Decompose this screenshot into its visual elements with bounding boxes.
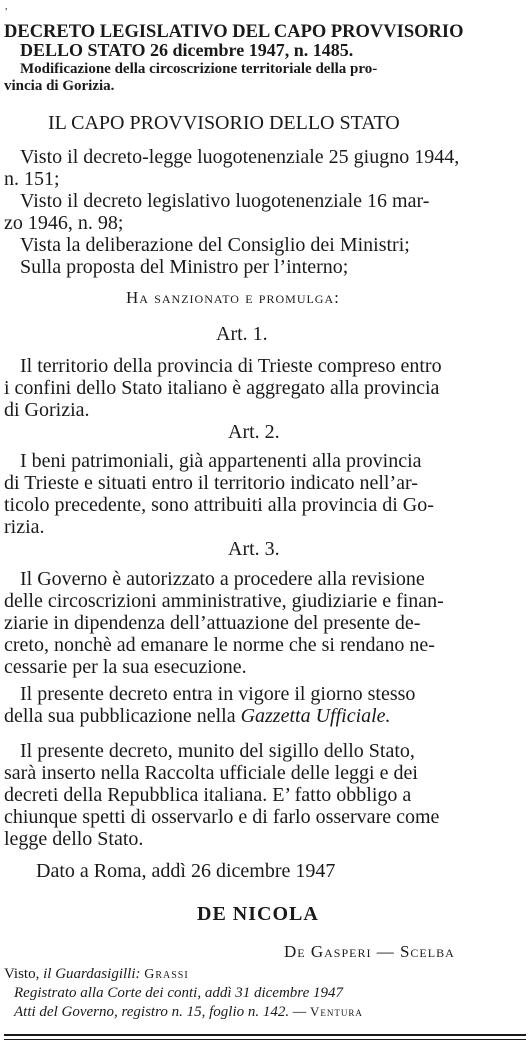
- decree-title-line-1: DECRETO LEGISLATIVO DEL CAPO PROVVISORIO: [4, 22, 464, 42]
- article-2-line: ticolo precedente, sono attribuiti alla provincia di Go-: [4, 494, 434, 516]
- registration-line-1: [4, 966, 189, 983]
- registration-record: Atti del Governo, registro n. 15, foglio n. 142. —: [14, 1004, 307, 1020]
- preamble-line: Sulla proposta del Ministro per l’interno;: [20, 256, 349, 278]
- guardasigilli-label: il Guardasigilli:: [43, 966, 141, 982]
- article-3-line: delle circoscrizioni amministrative, giudiziarie e finan-: [4, 590, 444, 612]
- registration-visto: Visto,: [4, 966, 40, 982]
- article-1-line: di Gorizia.: [4, 399, 90, 421]
- preamble-line: zo 1946, n. 98;: [4, 212, 124, 234]
- countersigners: De Gasperi — Scelba: [284, 942, 455, 961]
- article-1-line: Il territorio della provincia di Trieste compreso entro: [20, 355, 442, 377]
- decree-subject-line-2: vincia di Gorizia.: [4, 78, 115, 94]
- preamble-line: Visto il decreto-legge luogotenenziale 25 giugno 1944,: [20, 146, 460, 168]
- preamble-line: Vista la deliberazione del Consiglio dei Ministri;: [20, 234, 410, 256]
- decree-title-line-2: DELLO STATO 26 dicembre 1947, n. 1485.: [20, 40, 354, 60]
- guardasigilli-name: Grassi: [144, 967, 189, 982]
- seal-clause-line: legge dello Stato.: [4, 828, 144, 850]
- official-journal-name: Gazzetta Ufficiale.: [240, 705, 391, 727]
- entry-into-force-line-1: Il presente decreto entra in vigore il giorno stesso: [20, 683, 416, 705]
- entry-into-force-text: della sua pubblicazione nella: [4, 705, 236, 727]
- preamble-line: n. 151;: [4, 168, 60, 190]
- article-2-line: rizia.: [4, 516, 45, 538]
- article-3-line: Il Governo è autorizzato a procedere alla revisione: [20, 568, 425, 590]
- registrar-name: Ventura: [309, 1004, 363, 1019]
- seal-clause-line: decreti della Repubblica italiana. E’ fatto obbligo a: [4, 784, 412, 806]
- head-of-state-heading: IL CAPO PROVVISORIO DELLO STATO: [48, 112, 400, 134]
- article-3-line: ziarie in dipendenza dell’attuazione del presente de-: [4, 612, 421, 634]
- article-3-line: cessarie per la sua esecuzione.: [4, 656, 247, 678]
- article-2-line: I beni patrimoniali, già appartenenti alla provincia: [20, 450, 422, 472]
- bottom-rule: [4, 1034, 526, 1036]
- registration-line-3: [14, 1004, 363, 1021]
- decree-subject-line-1: Modificazione della circoscrizione territoriale della pro-: [20, 61, 378, 77]
- place-and-date: Dato a Roma, addì 26 dicembre 1947: [36, 860, 336, 882]
- page-mark: ,: [5, 1, 8, 12]
- article-2-line: di Trieste e situati entro il territorio indicato nell’ar-: [4, 472, 418, 494]
- signatory-name: DE NICOLA: [197, 903, 319, 925]
- article-3-heading: Art. 3.: [228, 538, 280, 560]
- preamble-line: Visto il decreto legislativo luogotenenziale 16 mar-: [20, 190, 430, 212]
- enacting-formula: Ha sanzionato e promulga:: [126, 288, 340, 307]
- article-3-line: creto, nonchè ad emanare le norme che si rendano ne-: [4, 634, 435, 656]
- registration-line-2: Registrato alla Corte dei conti, addì 31 dicembre 1947: [14, 985, 343, 1001]
- entry-into-force-line-2: [4, 705, 391, 728]
- article-1-heading: Art. 1.: [216, 323, 268, 345]
- seal-clause-line: chiunque spetti di osservarlo e di farlo osservare come: [4, 806, 440, 828]
- article-1-line: i confini dello Stato italiano è aggregato alla provincia: [4, 377, 440, 399]
- article-2-heading: Art. 2.: [228, 421, 280, 443]
- bottom-rule-thin: [4, 1039, 526, 1040]
- seal-clause-line: sarà inserto nella Raccolta ufficiale delle leggi e dei: [4, 762, 418, 784]
- seal-clause-line: Il presente decreto, munito del sigillo dello Stato,: [20, 740, 415, 762]
